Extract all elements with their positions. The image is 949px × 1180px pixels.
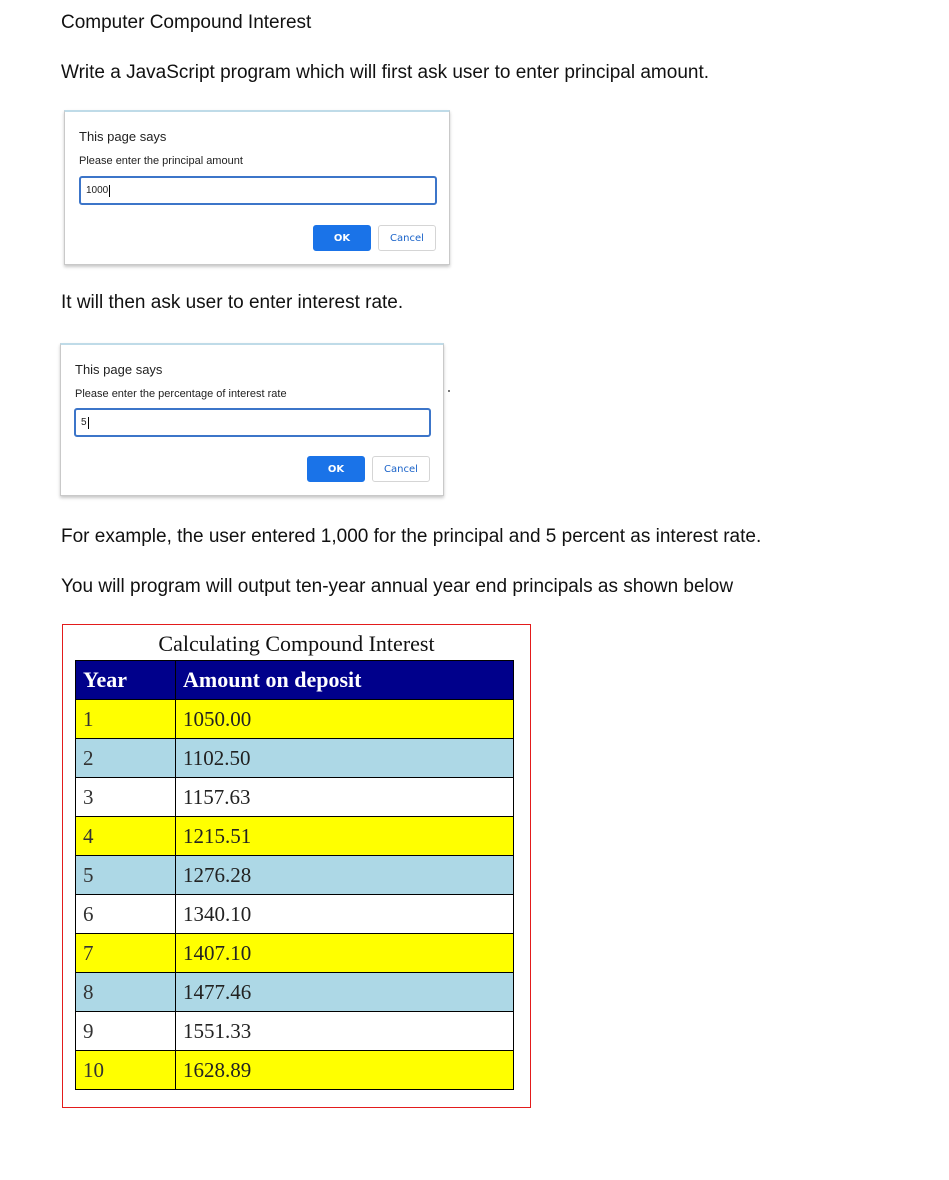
rate-input-value: 5	[81, 417, 87, 428]
table-row	[76, 1051, 514, 1090]
amount-cell: 1276.28	[176, 856, 514, 895]
amount-cell: 1628.89	[176, 1051, 514, 1090]
rate-prompt-dialog	[60, 343, 444, 496]
output-frame	[62, 624, 531, 1108]
compound-interest-table	[75, 660, 514, 1090]
step2-text: It will then ask user to enter interest rate.	[61, 292, 404, 313]
table-row	[76, 778, 514, 817]
amount-cell: 1477.46	[176, 973, 514, 1012]
table-row	[76, 973, 514, 1012]
table-row	[76, 856, 514, 895]
cancel-button[interactable]: Cancel	[378, 225, 436, 251]
year-cell: 4	[76, 817, 176, 856]
year-cell: 1	[76, 700, 176, 739]
doc-heading: Computer Compound Interest	[61, 12, 312, 33]
ok-button[interactable]: OK	[307, 456, 365, 482]
table-row	[76, 817, 514, 856]
amount-cell: 1407.10	[176, 934, 514, 973]
header-year: Year	[76, 661, 176, 700]
year-cell: 6	[76, 895, 176, 934]
year-cell: 7	[76, 934, 176, 973]
table-row	[76, 895, 514, 934]
amount-cell: 1102.50	[176, 739, 514, 778]
table-caption: Calculating Compound Interest	[158, 631, 435, 656]
year-cell: 10	[76, 1051, 176, 1090]
amount-cell: 1157.63	[176, 778, 514, 817]
table-header-row	[76, 661, 514, 700]
year-cell: 5	[76, 856, 176, 895]
dialog-message: Please enter the percentage of interest rate	[75, 388, 287, 400]
dialog-title: This page says	[79, 129, 167, 144]
table-row	[76, 934, 514, 973]
table-row	[76, 1012, 514, 1051]
dialog-message: Please enter the principal amount	[79, 155, 243, 167]
text-caret	[109, 185, 110, 197]
amount-cell: 1551.33	[176, 1012, 514, 1051]
principal-prompt-dialog	[64, 110, 450, 265]
cancel-button[interactable]: Cancel	[372, 456, 430, 482]
output-note-text: You will program will output ten-year annual year end principals as shown below	[61, 576, 734, 597]
ok-button[interactable]: OK	[313, 225, 371, 251]
amount-cell: 1340.10	[176, 895, 514, 934]
principal-input[interactable]	[79, 176, 437, 205]
rate-input[interactable]	[74, 408, 431, 437]
table-row	[76, 700, 514, 739]
stray-dot	[448, 390, 450, 392]
amount-cell: 1050.00	[176, 700, 514, 739]
dialog-title: This page says	[75, 362, 163, 377]
table-row	[76, 739, 514, 778]
intro-text: Write a JavaScript program which will first ask user to enter principal amount.	[61, 62, 710, 83]
year-cell: 9	[76, 1012, 176, 1051]
year-cell: 8	[76, 973, 176, 1012]
principal-input-value: 1000	[86, 185, 109, 196]
header-amount: Amount on deposit	[176, 661, 514, 700]
year-cell: 2	[76, 739, 176, 778]
example-text: For example, the user entered 1,000 for the principal and 5 percent as interest rate.	[61, 526, 762, 547]
amount-cell: 1215.51	[176, 817, 514, 856]
text-caret	[88, 417, 89, 429]
year-cell: 3	[76, 778, 176, 817]
